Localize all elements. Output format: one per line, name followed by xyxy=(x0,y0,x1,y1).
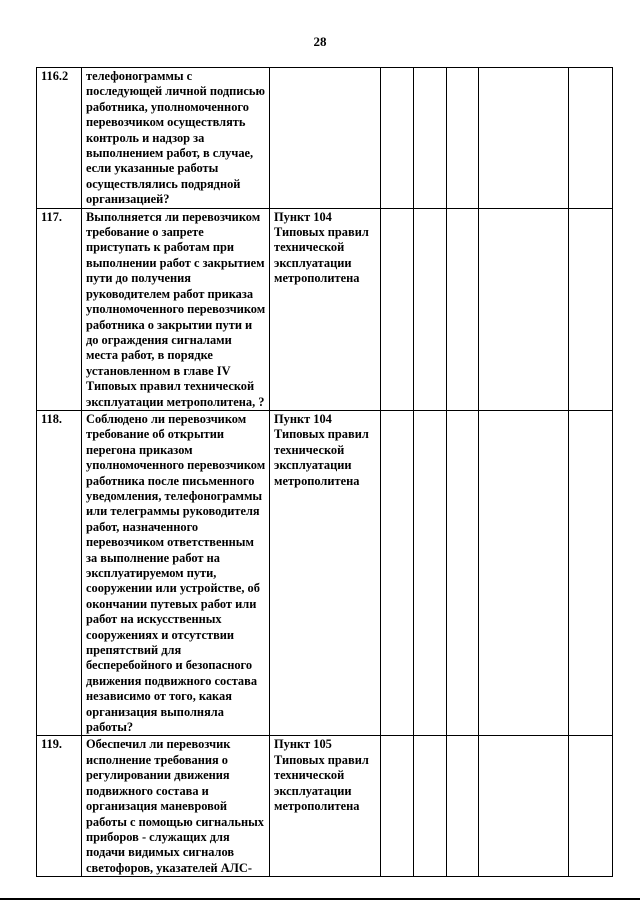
extra-cell xyxy=(569,736,613,877)
answer-na-cell xyxy=(447,208,479,410)
extra-cell xyxy=(569,208,613,410)
item-number: 118. xyxy=(37,410,82,736)
table-row xyxy=(37,736,613,877)
answer-na-cell xyxy=(447,736,479,877)
table-row xyxy=(37,208,613,410)
answer-yes-cell xyxy=(381,736,414,877)
answer-na-cell xyxy=(447,68,479,209)
requirement-question: Выполняется ли перевозчиком требование о запрете приступать к работам при выполнении работ с закрытием пути до получения руководителем работ приказа уполномоченного перевозчиком работника о закрытии пути и до ограждения сигналами места работ, в порядке установленном в главе IV Типовых правил технической эксплуатации метрополитена, ? xyxy=(82,208,270,410)
table-row xyxy=(37,410,613,736)
requirement-question: телефонограммы с последующей личной подписью работника, уполномоченного перевозчиком осуществлять контроль и надзор за выполнением работ, в случае, если указанные работы осуществлялись подрядной организацией? xyxy=(82,68,270,209)
legal-reference: Пункт 105 Типовых правил технической эксплуатации метрополитена xyxy=(270,736,381,877)
table-row xyxy=(37,68,613,209)
notes-cell xyxy=(479,736,569,877)
legal-reference: Пункт 104 Типовых правил технической эксплуатации метрополитена xyxy=(270,208,381,410)
notes-cell xyxy=(479,68,569,209)
item-number: 116.2 xyxy=(37,68,82,209)
extra-cell xyxy=(569,68,613,209)
answer-no-cell xyxy=(414,208,447,410)
answer-no-cell xyxy=(414,410,447,736)
answer-na-cell xyxy=(447,410,479,736)
legal-reference xyxy=(270,68,381,209)
scan-bottom-edge xyxy=(0,898,640,900)
answer-yes-cell xyxy=(381,68,414,209)
answer-yes-cell xyxy=(381,208,414,410)
requirement-question: Соблюдено ли перевозчиком требование об открытии перегона приказом уполномоченного перевозчиком работника после письменного уведомления, телефонограммы или телеграммы руководителя работ, назначенного перевозчиком ответственным за выполнение работ на эксплуатируемом пути, сооружении или устройстве, об окончании путевых работ или работ на искусственных сооружениях и отсутствии препятствий для бесперебойного и безопасного движения подвижного состава независимо от того, какая организация выполняла работы? xyxy=(82,410,270,736)
legal-reference: Пункт 104 Типовых правил технической эксплуатации метрополитена xyxy=(270,410,381,736)
answer-yes-cell xyxy=(381,410,414,736)
notes-cell xyxy=(479,208,569,410)
extra-cell xyxy=(569,410,613,736)
item-number: 119. xyxy=(37,736,82,877)
requirement-question: Обеспечил ли перевозчик исполнение требования о регулировании движения подвижного состава и организация маневровой работы с помощью сигнальных приборов - служащих для подачи видимых сигналов светофоров, указателей АЛС- xyxy=(82,736,270,877)
answer-no-cell xyxy=(414,736,447,877)
checklist-table xyxy=(36,67,613,877)
item-number: 117. xyxy=(37,208,82,410)
answer-no-cell xyxy=(414,68,447,209)
page-number: 28 xyxy=(313,34,327,49)
notes-cell xyxy=(479,410,569,736)
